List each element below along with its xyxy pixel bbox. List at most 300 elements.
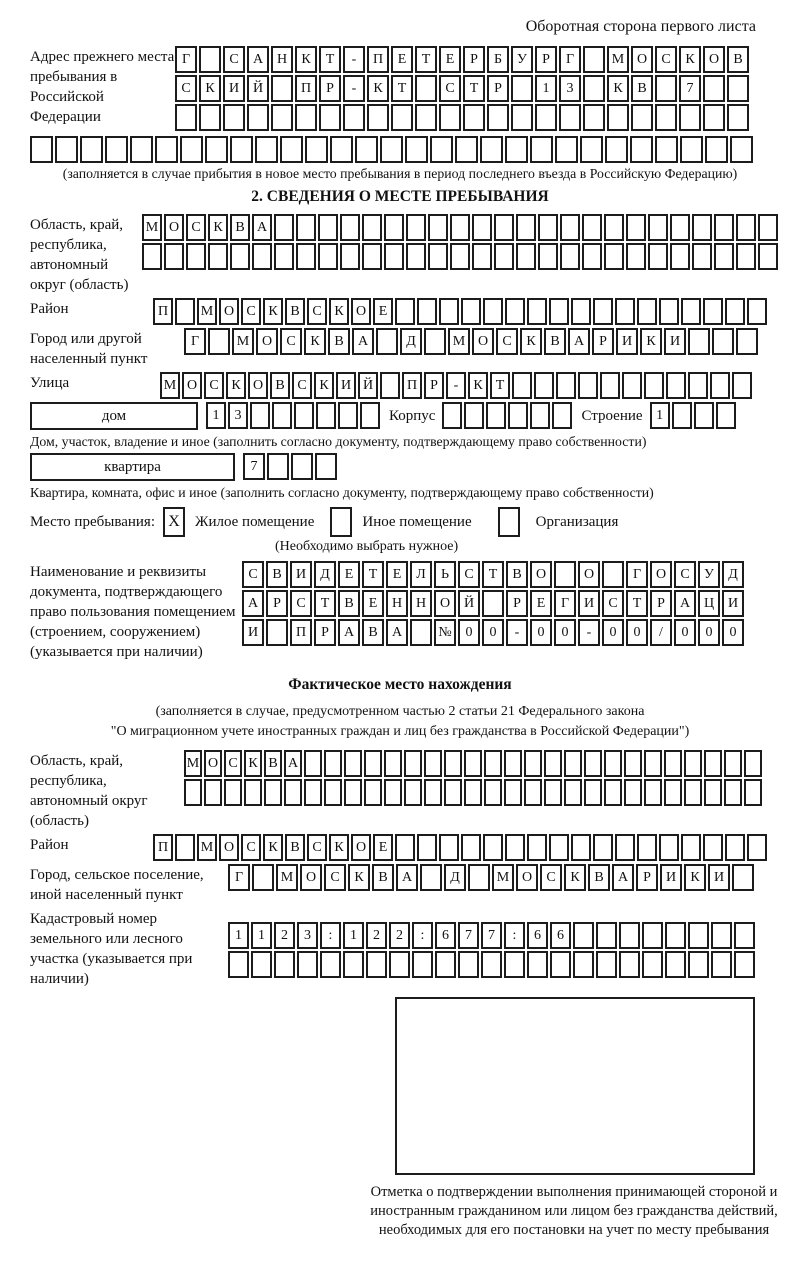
char-cell[interactable]: : xyxy=(504,922,525,949)
char-cell[interactable]: Й xyxy=(358,372,378,399)
char-cell[interactable]: Р xyxy=(424,372,444,399)
char-cell[interactable] xyxy=(297,951,318,978)
char-cell[interactable]: С xyxy=(280,328,302,355)
char-cell[interactable]: - xyxy=(506,619,528,646)
char-cell[interactable]: К xyxy=(329,298,349,325)
char-cell[interactable] xyxy=(516,214,536,241)
char-cell[interactable] xyxy=(534,372,554,399)
char-cell[interactable]: 1 xyxy=(228,922,249,949)
char-cell[interactable] xyxy=(549,298,569,325)
char-cell[interactable] xyxy=(538,243,558,270)
char-cell[interactable] xyxy=(564,779,582,806)
char-cell[interactable]: М xyxy=(492,864,514,891)
char-cell[interactable]: - xyxy=(446,372,466,399)
char-cell[interactable] xyxy=(494,243,514,270)
char-cell[interactable] xyxy=(355,136,378,163)
char-cell[interactable]: П xyxy=(290,619,312,646)
char-cell[interactable]: Б xyxy=(487,46,509,73)
char-cell[interactable] xyxy=(486,402,506,429)
char-cell[interactable] xyxy=(230,243,250,270)
char-cell[interactable] xyxy=(712,328,734,355)
char-cell[interactable] xyxy=(362,214,382,241)
char-cell[interactable] xyxy=(405,136,428,163)
char-cell[interactable]: К xyxy=(314,372,334,399)
char-cell[interactable]: 1 xyxy=(650,402,670,429)
char-cell[interactable] xyxy=(694,402,714,429)
char-cell[interactable] xyxy=(736,328,758,355)
char-cell[interactable] xyxy=(583,75,605,102)
char-cell[interactable] xyxy=(582,243,602,270)
char-cell[interactable]: О xyxy=(219,834,239,861)
char-cell[interactable] xyxy=(406,243,426,270)
char-cell[interactable] xyxy=(424,328,446,355)
char-cell[interactable]: В xyxy=(362,619,384,646)
char-cell[interactable] xyxy=(155,136,178,163)
char-cell[interactable] xyxy=(175,834,195,861)
char-cell[interactable]: Р xyxy=(650,590,672,617)
char-cell[interactable]: К xyxy=(520,328,542,355)
char-cell[interactable] xyxy=(340,243,360,270)
char-cell[interactable] xyxy=(324,750,342,777)
char-cell[interactable]: 7 xyxy=(243,453,265,480)
char-cell[interactable] xyxy=(583,46,605,73)
char-cell[interactable] xyxy=(655,75,677,102)
char-cell[interactable]: К xyxy=(367,75,389,102)
char-cell[interactable]: К xyxy=(607,75,629,102)
char-cell[interactable] xyxy=(664,750,682,777)
char-cell[interactable] xyxy=(573,951,594,978)
char-cell[interactable]: / xyxy=(650,619,672,646)
char-cell[interactable] xyxy=(255,136,278,163)
char-cell[interactable] xyxy=(184,779,202,806)
char-cell[interactable]: 0 xyxy=(458,619,480,646)
char-cell[interactable] xyxy=(524,750,542,777)
char-cell[interactable]: Р xyxy=(592,328,614,355)
char-cell[interactable] xyxy=(205,136,228,163)
char-cell[interactable]: Г xyxy=(228,864,250,891)
char-cell[interactable]: И xyxy=(616,328,638,355)
char-cell[interactable]: 1 xyxy=(535,75,557,102)
char-cell[interactable] xyxy=(624,750,642,777)
char-cell[interactable] xyxy=(705,136,728,163)
char-cell[interactable] xyxy=(444,779,462,806)
char-cell[interactable] xyxy=(415,75,437,102)
char-cell[interactable]: О xyxy=(204,750,222,777)
char-cell[interactable] xyxy=(395,834,415,861)
char-cell[interactable] xyxy=(280,136,303,163)
char-cell[interactable] xyxy=(364,750,382,777)
char-cell[interactable]: 0 xyxy=(722,619,744,646)
char-cell[interactable] xyxy=(250,402,270,429)
char-cell[interactable] xyxy=(428,243,448,270)
char-cell[interactable]: К xyxy=(468,372,488,399)
char-cell[interactable] xyxy=(688,372,708,399)
char-cell[interactable]: № xyxy=(434,619,456,646)
char-cell[interactable] xyxy=(410,619,432,646)
char-cell[interactable]: Й xyxy=(247,75,269,102)
char-cell[interactable] xyxy=(430,136,453,163)
char-cell[interactable]: - xyxy=(578,619,600,646)
char-cell[interactable]: 2 xyxy=(274,922,295,949)
char-cell[interactable] xyxy=(619,951,640,978)
char-cell[interactable]: К xyxy=(208,214,228,241)
char-cell[interactable] xyxy=(711,951,732,978)
char-cell[interactable] xyxy=(428,214,448,241)
char-cell[interactable] xyxy=(703,298,723,325)
char-cell[interactable] xyxy=(186,243,206,270)
char-cell[interactable]: О xyxy=(300,864,322,891)
char-cell[interactable]: Н xyxy=(386,590,408,617)
char-cell[interactable] xyxy=(199,46,221,73)
char-cell[interactable] xyxy=(80,136,103,163)
char-cell[interactable]: П xyxy=(402,372,422,399)
char-cell[interactable] xyxy=(665,922,686,949)
char-cell[interactable]: В xyxy=(338,590,360,617)
char-cell[interactable] xyxy=(703,834,723,861)
char-cell[interactable]: О xyxy=(434,590,456,617)
char-cell[interactable]: А xyxy=(568,328,590,355)
char-cell[interactable] xyxy=(505,298,525,325)
char-cell[interactable] xyxy=(672,402,692,429)
char-cell[interactable] xyxy=(461,298,481,325)
char-cell[interactable]: А xyxy=(252,214,272,241)
char-cell[interactable] xyxy=(415,104,437,131)
char-cell[interactable] xyxy=(230,136,253,163)
char-cell[interactable] xyxy=(631,104,653,131)
char-cell[interactable]: Г xyxy=(554,590,576,617)
char-cell[interactable] xyxy=(688,922,709,949)
char-cell[interactable]: 7 xyxy=(481,922,502,949)
char-cell[interactable] xyxy=(450,243,470,270)
char-cell[interactable] xyxy=(406,214,426,241)
char-cell[interactable] xyxy=(584,779,602,806)
char-cell[interactable] xyxy=(578,372,598,399)
char-cell[interactable] xyxy=(714,243,734,270)
char-cell[interactable]: К xyxy=(684,864,706,891)
char-cell[interactable] xyxy=(343,951,364,978)
char-cell[interactable] xyxy=(535,104,557,131)
char-cell[interactable]: С xyxy=(655,46,677,73)
char-cell[interactable]: М xyxy=(232,328,254,355)
char-cell[interactable] xyxy=(604,750,622,777)
char-cell[interactable] xyxy=(624,779,642,806)
char-cell[interactable] xyxy=(483,298,503,325)
char-cell[interactable] xyxy=(524,779,542,806)
char-cell[interactable] xyxy=(343,104,365,131)
char-cell[interactable]: П xyxy=(295,75,317,102)
char-cell[interactable] xyxy=(435,951,456,978)
char-cell[interactable] xyxy=(703,104,725,131)
char-cell[interactable]: 1 xyxy=(343,922,364,949)
char-cell[interactable] xyxy=(554,561,576,588)
char-cell[interactable]: С xyxy=(241,834,261,861)
char-cell[interactable] xyxy=(593,834,613,861)
char-cell[interactable] xyxy=(274,951,295,978)
char-cell[interactable]: С xyxy=(439,75,461,102)
char-cell[interactable] xyxy=(681,298,701,325)
char-cell[interactable]: Ц xyxy=(698,590,720,617)
char-cell[interactable] xyxy=(344,779,362,806)
char-cell[interactable]: К xyxy=(640,328,662,355)
char-cell[interactable]: О xyxy=(530,561,552,588)
char-cell[interactable] xyxy=(703,75,725,102)
char-cell[interactable]: К xyxy=(244,750,262,777)
char-cell[interactable] xyxy=(704,779,722,806)
char-cell[interactable]: 0 xyxy=(674,619,696,646)
char-cell[interactable]: А xyxy=(242,590,264,617)
char-cell[interactable] xyxy=(320,951,341,978)
char-cell[interactable]: С xyxy=(458,561,480,588)
char-cell[interactable] xyxy=(417,834,437,861)
char-cell[interactable]: О xyxy=(703,46,725,73)
char-cell[interactable]: М xyxy=(607,46,629,73)
char-cell[interactable]: Т xyxy=(482,561,504,588)
char-cell[interactable]: И xyxy=(578,590,600,617)
char-cell[interactable] xyxy=(584,750,602,777)
char-cell[interactable]: 0 xyxy=(530,619,552,646)
char-cell[interactable] xyxy=(464,750,482,777)
char-cell[interactable] xyxy=(316,402,336,429)
char-cell[interactable] xyxy=(734,922,755,949)
char-cell[interactable]: У xyxy=(698,561,720,588)
char-cell[interactable]: И xyxy=(660,864,682,891)
char-cell[interactable] xyxy=(319,104,341,131)
char-cell[interactable]: С xyxy=(496,328,518,355)
char-cell[interactable] xyxy=(732,864,754,891)
char-cell[interactable]: Г xyxy=(175,46,197,73)
char-cell[interactable] xyxy=(442,402,462,429)
char-cell[interactable]: Т xyxy=(391,75,413,102)
char-cell[interactable]: К xyxy=(226,372,246,399)
char-cell[interactable]: Й xyxy=(458,590,480,617)
char-cell[interactable] xyxy=(296,214,316,241)
char-cell[interactable] xyxy=(439,104,461,131)
char-cell[interactable]: К xyxy=(295,46,317,73)
char-cell[interactable]: В xyxy=(285,834,305,861)
char-cell[interactable] xyxy=(294,402,314,429)
char-cell[interactable] xyxy=(552,402,572,429)
char-cell[interactable] xyxy=(305,136,328,163)
char-cell[interactable] xyxy=(644,750,662,777)
char-cell[interactable] xyxy=(318,243,338,270)
char-cell[interactable]: Е xyxy=(338,561,360,588)
char-cell[interactable] xyxy=(504,951,525,978)
char-cell[interactable]: 0 xyxy=(626,619,648,646)
char-cell[interactable]: Е xyxy=(439,46,461,73)
char-cell[interactable]: К xyxy=(329,834,349,861)
char-cell[interactable] xyxy=(274,243,294,270)
char-cell[interactable] xyxy=(744,779,762,806)
char-cell[interactable] xyxy=(527,298,547,325)
char-cell[interactable] xyxy=(622,372,642,399)
char-cell[interactable] xyxy=(175,298,195,325)
char-cell[interactable] xyxy=(484,750,502,777)
char-cell[interactable] xyxy=(105,136,128,163)
char-cell[interactable]: 2 xyxy=(366,922,387,949)
char-cell[interactable]: В xyxy=(727,46,749,73)
char-cell[interactable] xyxy=(679,104,701,131)
char-cell[interactable] xyxy=(573,922,594,949)
char-cell[interactable] xyxy=(484,779,502,806)
char-cell[interactable]: С xyxy=(175,75,197,102)
char-cell[interactable]: И xyxy=(336,372,356,399)
char-cell[interactable]: Т xyxy=(362,561,384,588)
char-cell[interactable] xyxy=(560,214,580,241)
char-cell[interactable]: Г xyxy=(626,561,648,588)
char-cell[interactable] xyxy=(472,243,492,270)
char-cell[interactable] xyxy=(602,561,624,588)
char-cell[interactable] xyxy=(304,779,322,806)
char-cell[interactable]: Р xyxy=(636,864,658,891)
char-cell[interactable] xyxy=(605,136,628,163)
char-cell[interactable] xyxy=(692,214,712,241)
char-cell[interactable]: 7 xyxy=(458,922,479,949)
char-cell[interactable]: А xyxy=(396,864,418,891)
char-cell[interactable] xyxy=(727,75,749,102)
char-cell[interactable] xyxy=(758,214,778,241)
char-cell[interactable]: Т xyxy=(463,75,485,102)
char-cell[interactable]: 0 xyxy=(482,619,504,646)
char-cell[interactable] xyxy=(711,922,732,949)
char-cell[interactable]: И xyxy=(708,864,730,891)
char-cell[interactable]: К xyxy=(304,328,326,355)
char-cell[interactable]: С xyxy=(540,864,562,891)
char-cell[interactable] xyxy=(725,834,745,861)
char-cell[interactable]: Т xyxy=(626,590,648,617)
char-cell[interactable] xyxy=(626,243,646,270)
char-cell[interactable] xyxy=(228,951,249,978)
char-cell[interactable]: К xyxy=(679,46,701,73)
char-cell[interactable] xyxy=(642,951,663,978)
char-cell[interactable]: Е xyxy=(373,834,393,861)
char-cell[interactable] xyxy=(55,136,78,163)
char-cell[interactable] xyxy=(530,136,553,163)
char-cell[interactable] xyxy=(659,834,679,861)
char-cell[interactable] xyxy=(680,136,703,163)
char-cell[interactable] xyxy=(716,402,736,429)
char-cell[interactable]: 7 xyxy=(679,75,701,102)
char-cell[interactable] xyxy=(376,328,398,355)
char-cell[interactable]: Е xyxy=(373,298,393,325)
char-cell[interactable] xyxy=(366,951,387,978)
char-cell[interactable]: В xyxy=(506,561,528,588)
char-cell[interactable]: В xyxy=(270,372,290,399)
char-cell[interactable] xyxy=(607,104,629,131)
char-cell[interactable]: А xyxy=(674,590,696,617)
char-cell[interactable]: В xyxy=(544,328,566,355)
char-cell[interactable] xyxy=(367,104,389,131)
char-cell[interactable]: Г xyxy=(184,328,206,355)
char-cell[interactable] xyxy=(704,750,722,777)
char-cell[interactable]: В xyxy=(230,214,250,241)
char-cell[interactable] xyxy=(615,834,635,861)
char-cell[interactable]: Т xyxy=(314,590,336,617)
char-cell[interactable] xyxy=(600,372,620,399)
char-cell[interactable] xyxy=(424,750,442,777)
char-cell[interactable] xyxy=(481,951,502,978)
char-cell[interactable] xyxy=(164,243,184,270)
char-cell[interactable]: 6 xyxy=(550,922,571,949)
char-cell[interactable] xyxy=(483,834,503,861)
char-cell[interactable] xyxy=(271,75,293,102)
char-cell[interactable]: В xyxy=(631,75,653,102)
char-cell[interactable] xyxy=(391,104,413,131)
char-cell[interactable]: Д xyxy=(314,561,336,588)
char-cell[interactable] xyxy=(560,243,580,270)
checkbox-other-premises[interactable] xyxy=(330,507,352,537)
char-cell[interactable] xyxy=(291,453,313,480)
char-cell[interactable]: Т xyxy=(415,46,437,73)
char-cell[interactable]: С xyxy=(204,372,224,399)
char-cell[interactable] xyxy=(544,750,562,777)
char-cell[interactable]: С xyxy=(223,46,245,73)
char-cell[interactable] xyxy=(604,214,624,241)
char-cell[interactable]: П xyxy=(367,46,389,73)
char-cell[interactable] xyxy=(724,750,742,777)
char-cell[interactable]: К xyxy=(564,864,586,891)
char-cell[interactable] xyxy=(324,779,342,806)
char-cell[interactable] xyxy=(619,922,640,949)
char-cell[interactable]: 0 xyxy=(554,619,576,646)
char-cell[interactable]: А xyxy=(352,328,374,355)
char-cell[interactable] xyxy=(530,402,550,429)
char-cell[interactable] xyxy=(593,298,613,325)
char-cell[interactable]: Г xyxy=(559,46,581,73)
char-cell[interactable] xyxy=(642,922,663,949)
char-cell[interactable]: Е xyxy=(391,46,413,73)
char-cell[interactable]: 3 xyxy=(297,922,318,949)
char-cell[interactable] xyxy=(344,750,362,777)
char-cell[interactable] xyxy=(204,779,222,806)
char-cell[interactable] xyxy=(175,104,197,131)
char-cell[interactable] xyxy=(468,864,490,891)
char-cell[interactable] xyxy=(747,834,767,861)
char-cell[interactable]: О xyxy=(219,298,239,325)
char-cell[interactable] xyxy=(223,104,245,131)
char-cell[interactable] xyxy=(655,104,677,131)
char-cell[interactable] xyxy=(544,779,562,806)
char-cell[interactable] xyxy=(420,864,442,891)
char-cell[interactable]: А xyxy=(612,864,634,891)
char-cell[interactable] xyxy=(247,104,269,131)
char-cell[interactable] xyxy=(615,298,635,325)
char-cell[interactable] xyxy=(384,750,402,777)
char-cell[interactable] xyxy=(296,243,316,270)
char-cell[interactable] xyxy=(464,402,484,429)
char-cell[interactable] xyxy=(252,864,274,891)
char-cell[interactable] xyxy=(264,779,282,806)
char-cell[interactable] xyxy=(512,372,532,399)
char-cell[interactable] xyxy=(208,243,228,270)
char-cell[interactable]: К xyxy=(263,298,283,325)
char-cell[interactable]: Д xyxy=(444,864,466,891)
char-cell[interactable]: 0 xyxy=(698,619,720,646)
char-cell[interactable] xyxy=(455,136,478,163)
char-cell[interactable]: Р xyxy=(506,590,528,617)
char-cell[interactable] xyxy=(670,214,690,241)
char-cell[interactable] xyxy=(582,214,602,241)
char-cell[interactable]: О xyxy=(351,298,371,325)
char-cell[interactable] xyxy=(384,779,402,806)
char-cell[interactable] xyxy=(571,834,591,861)
char-cell[interactable] xyxy=(304,750,322,777)
char-cell[interactable] xyxy=(180,136,203,163)
char-cell[interactable] xyxy=(330,136,353,163)
char-cell[interactable]: М xyxy=(160,372,180,399)
char-cell[interactable] xyxy=(604,243,624,270)
char-cell[interactable]: Н xyxy=(271,46,293,73)
char-cell[interactable]: Ь xyxy=(434,561,456,588)
